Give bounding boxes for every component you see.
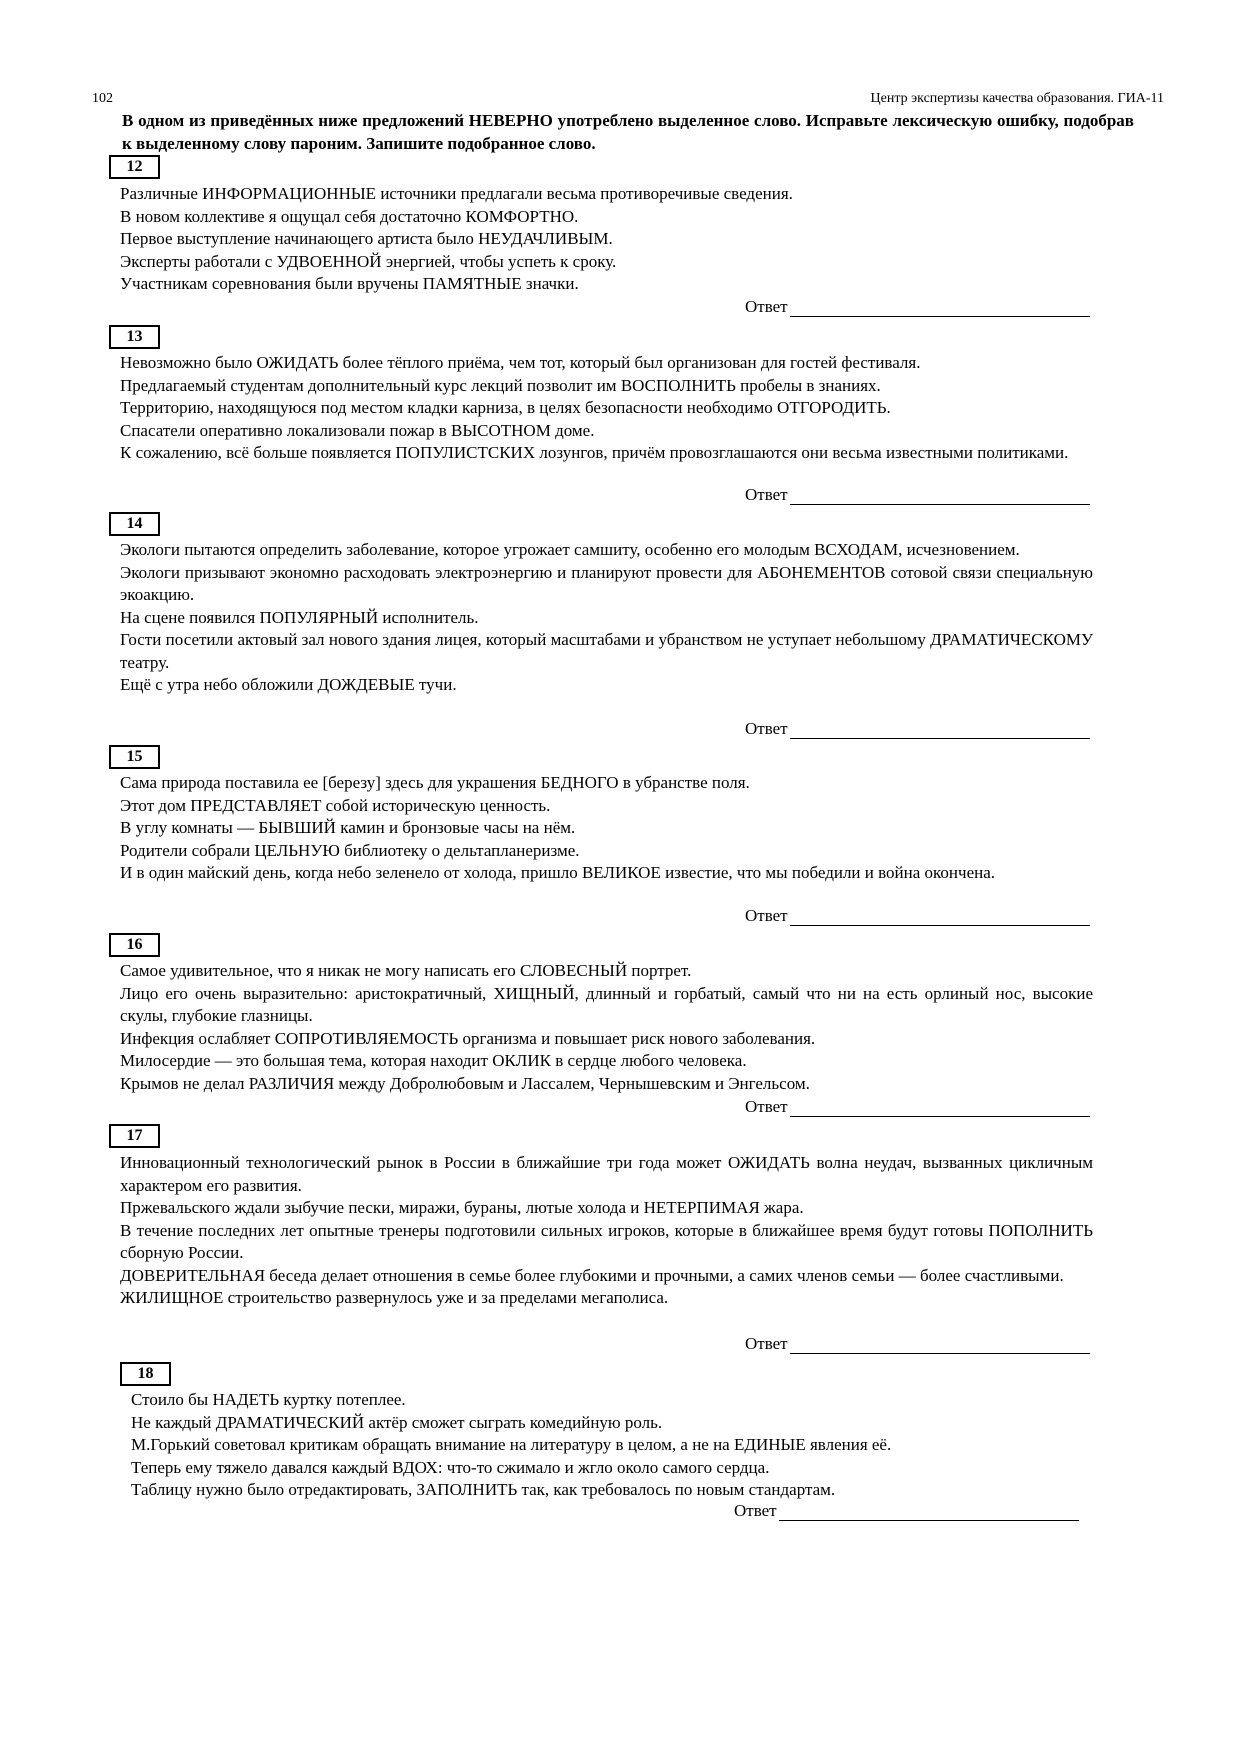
sentence: М.Горький советовал критикам обращать внимание на литературу в целом, а не на ЕДИНЫЕ явления её. [131,1435,892,1454]
answer-row [745,297,1090,319]
sentence: Экологи пытаются определить заболевание, которое угрожает самшиту, особенно его молодым ВСХОДАМ, исчезновением. [120,540,1020,559]
answer-field[interactable] [790,486,1090,505]
answer-field[interactable] [790,298,1090,317]
task-number-badge: 13 [109,325,160,349]
page-number: 102 [92,91,113,106]
task-number-badge: 15 [109,745,160,769]
sentence: Гости посетили актовый зал нового здания лицея, который масштабами и убранством не уступает небольшому ДРАМАТИЧЕСКОМУ театру. [120,630,1093,672]
answer-row [745,1097,1090,1119]
sentence: В течение последних лет опытные тренеры подготовили сильных игроков, которые в ближайшее время будут готовы ПОПОЛНИТЬ сборную России. [120,1220,1093,1262]
task-number-badge: 16 [109,933,160,957]
answer-field[interactable] [790,1335,1090,1354]
sentence: Экологи призывают экономно расходовать электроэнергию и планируют провести для АБОНЕМЕНТОВ сотовой связи специальную экоакцию. [120,562,1093,604]
sentence: К сожалению, всё больше появляется ПОПУЛИСТСКИХ лозунгов, причём провозглашаются они весьма известными политиками. [120,443,1069,462]
sentence: Пржевальского ждали зыбучие пески, миражи, бураны, лютые холода и НЕТЕРПИМАЯ жара. [120,1198,804,1217]
answer-field[interactable] [779,1502,1079,1521]
sentence: ДОВЕРИТЕЛЬНАЯ беседа делает отношения в семье более глубокими и прочными, а самих членов семьи — более счастливыми. [120,1265,1064,1285]
sentence: Ещё с утра небо обложили ДОЖДЕВЫЕ тучи. [120,675,457,694]
sentence: Предлагаемый студентам дополнительный курс лекций позволит им ВОСПОЛНИТЬ пробелы в знаниях. [120,375,881,395]
sentence: Милосердие — это большая тема, которая находит ОКЛИК в сердце любого человека. [120,1051,747,1070]
task-number-badge: 14 [109,512,160,536]
answer-label: Ответ [745,1334,788,1353]
task-sentences [131,1389,1091,1502]
answer-row [745,485,1090,507]
sentence: И в один майский день, когда небо зеленело от холода, пришло ВЕЛИКОЕ известие, что мы победили и война окончена. [120,863,996,882]
answer-label: Ответ [745,297,788,316]
sentence: Первое выступление начинающего артиста было НЕУДАЧЛИВЫМ. [120,229,613,248]
task-number-badge: 12 [109,155,160,179]
sentence: Не каждый ДРАМАТИЧЕСКИЙ актёр сможет сыграть комедийную роль. [131,1412,663,1432]
sentence: Теперь ему тяжело давался каждый ВДОХ: что-то сжимало и жгло около самого сердца. [131,1457,770,1477]
sentence: Лицо его очень выразительно: аристократичный, ХИЩНЫЙ, длинный и горбатый, самый что ни на есть орлиный нос, высокие скулы, глубокие глазницы. [120,983,1093,1025]
instruction-text: В одном из приведённых ниже предложений НЕВЕРНО употреблено выделенное слово. Исправьте лексическую ошибку, подобрав к выделенному слову пароним. Запишите подобранное слово. [122,111,1134,153]
sentence: Крымов не делал РАЗЛИЧИЯ между Добролюбовым и Лассалем, Чернышевским и Энгельсом. [120,1073,810,1093]
sentence: Самое удивительное, что я никак не могу написать его СЛОВЕСНЫЙ портрет. [120,961,692,980]
task-sentences [120,539,1093,697]
page-header [92,89,1164,109]
sentence: Инфекция ослабляет СОПРОТИВЛЯЕМОСТЬ организма и повышает риск нового заболевания. [120,1028,816,1048]
sentence: Участникам соревнования были вручены ПАМЯТНЫЕ значки. [120,274,579,293]
task-number-badge: 18 [120,1362,171,1386]
answer-field[interactable] [790,1098,1090,1117]
sentence: Территорию, находящуюся под местом кладки карниза, в целях безопасности необходимо ОТГОРОДИТЬ. [120,398,891,417]
answer-label: Ответ [745,719,788,738]
task-sentences [120,183,1093,296]
sentence: Различные ИНФОРМАЦИОННЫЕ источники предлагали весьма противоречивые сведения. [120,184,793,203]
answer-label: Ответ [745,485,788,504]
answer-field[interactable] [790,907,1090,926]
sentence: Этот дом ПРЕДСТАВЛЯЕТ собой историческую ценность. [120,795,551,815]
task-sentences [120,352,1093,465]
answer-row [734,1501,1079,1523]
sentence: Таблицу нужно было отредактировать, ЗАПОЛНИТЬ так, как требовалось по новым стандартам. [131,1480,836,1499]
sentence: Сама природа поставила ее [березу] здесь для украшения БЕДНОГО в убранстве поля. [120,773,750,792]
sentence: В углу комнаты — БЫВШИЙ камин и бронзовые часы на нём. [120,818,576,837]
sentence: Невозможно было ОЖИДАТЬ более тёплого приёма, чем тот, который был организован для гостей фестиваля. [120,353,921,372]
answer-row [745,719,1090,741]
sentence: Родители собрали ЦЕЛЬНУЮ библиотеку о дельтапланеризме. [120,840,580,860]
answer-label: Ответ [745,906,788,925]
answer-field[interactable] [790,720,1090,739]
task-number-badge: 17 [109,1124,160,1148]
answer-row [745,1334,1090,1356]
page-source: Центр экспертизы качества образования. ГИА-11 [870,91,1164,106]
answer-label: Ответ [745,1097,788,1116]
task-sentences [120,772,1093,885]
answer-row [745,906,1090,928]
sentence: Стоило бы НАДЕТЬ куртку потеплее. [131,1390,406,1409]
sentence: Инновационный технологический рынок в России в ближайшие три года может ОЖИДАТЬ волна неудач, вызванных цикличным характером его развития. [120,1153,1093,1195]
sentence: В новом коллективе я ощущал себя достаточно КОМФОРТНО. [120,206,579,226]
sentence: ЖИЛИЩНОЕ строительство развернулось уже и за пределами мегаполиса. [120,1288,669,1307]
sentence: Эксперты работали с УДВОЕННОЙ энергией, чтобы успеть к сроку. [120,251,617,271]
task-sentences [120,1152,1093,1310]
answer-label: Ответ [734,1501,777,1520]
sentence: Спасатели оперативно локализовали пожар в ВЫСОТНОМ доме. [120,420,595,440]
task-sentences [120,960,1093,1095]
sentence: На сцене появился ПОПУЛЯРНЫЙ исполнитель. [120,607,479,627]
